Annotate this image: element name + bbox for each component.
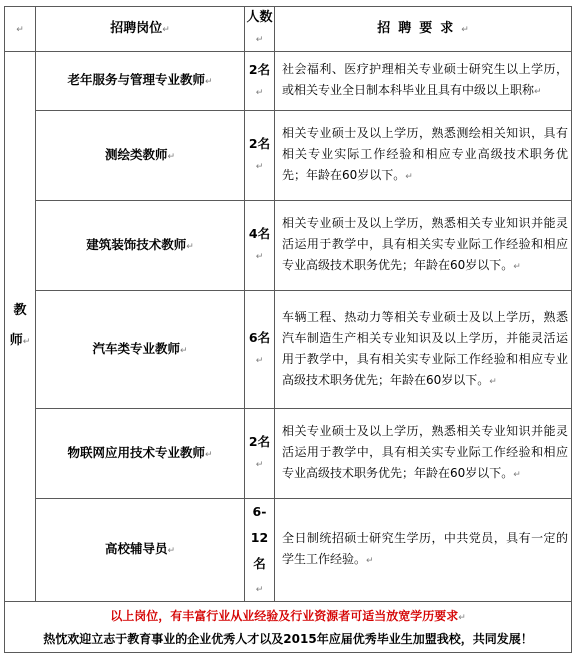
paragraph-mark-icon: ↵ (255, 35, 264, 45)
requirement-cell (275, 409, 572, 499)
footer-cell (5, 602, 572, 653)
table-row (5, 291, 572, 409)
paragraph-mark-icon: ↵ (167, 546, 176, 556)
recruitment-table (4, 6, 572, 653)
requirement-cell (275, 201, 572, 291)
position-label: 高校辅导员 (104, 541, 168, 556)
paragraph-mark-icon: ↵ (255, 356, 264, 366)
position-label: 测绘类教师 (104, 146, 168, 162)
requirement-text: 相关专业硕士及以上学历，熟悉相关专业知识并能灵活运用于教学中，具有相关实专业际工作经验和相应专业高级技术职务优先；年龄在60岁以下。 (282, 424, 568, 480)
count-label: 2名 (248, 136, 271, 151)
requirement-text: 相关专业硕士及以上学历，熟悉测绘相关知识，具有相关专业实际工作经验和相应专业高级技术职务优先；年龄在60岁以下。 (282, 126, 568, 182)
category-label (10, 296, 31, 357)
table-row (5, 52, 572, 111)
position-cell (36, 291, 245, 409)
paragraph-mark-icon: ↵ (16, 24, 24, 35)
table-row (5, 409, 572, 499)
header-requirements-cell (275, 7, 572, 52)
position-cell (36, 111, 245, 201)
footer-row (5, 602, 572, 653)
requirement-text: 社会福利、医疗护理相关专业硕士研究生以上学历，或相关专业全日制本科毕业且具有中级以上职称 (282, 62, 568, 97)
count-cell (245, 201, 275, 291)
paragraph-mark-icon: ↵ (461, 24, 469, 35)
position-cell (36, 409, 245, 499)
count-cell (245, 291, 275, 409)
requirement-cell (275, 499, 572, 602)
count-label: 4名 (248, 226, 271, 241)
category-char-1: 教 (13, 303, 27, 318)
paragraph-mark-icon: ↵ (255, 162, 264, 172)
paragraph-mark-icon: ↵ (162, 24, 170, 35)
paragraph-mark-icon: ↵ (534, 87, 542, 97)
paragraph-mark-icon: ↵ (513, 262, 521, 272)
table-row (5, 111, 572, 201)
category-char-2: 师 (9, 333, 23, 348)
paragraph-mark-icon: ↵ (255, 585, 264, 595)
position-cell (36, 201, 245, 291)
position-cell (36, 499, 245, 602)
header-position: 招聘岗位 (110, 20, 163, 36)
footer-notice-text: 以上岗位，有丰富行业从业经验及行业资源者可适当放宽学历要求 (110, 609, 459, 623)
table-header-row (5, 7, 572, 52)
footer-welcome: 热忱欢迎立志于教育事业的企业优秀人才以及2015年应届优秀毕业生加盟我校，共同发展！ (43, 632, 533, 646)
position-label: 物联网应用技术专业教师 (67, 444, 205, 460)
paragraph-mark-icon: ↵ (167, 151, 176, 162)
table-row (5, 201, 572, 291)
paragraph-mark-icon: ↵ (255, 252, 264, 262)
position-cell (36, 52, 245, 111)
count-label: 2名 (248, 434, 271, 449)
header-count: 人数 (246, 10, 273, 25)
count-cell (245, 499, 275, 602)
paragraph-mark-icon: ↵ (204, 77, 213, 87)
requirement-text: 车辆工程、热动力等相关专业硕士及以上学历，熟悉汽车制造生产相关专业知识及以上学历，并能灵活运用于教学中，具有相关实专业际工作经验和相应专业高级技术职务优先；年龄在60岁以下。 (282, 309, 568, 387)
position-label: 老年服务与管理专业教师 (67, 72, 205, 87)
paragraph-mark-icon: ↵ (513, 470, 521, 480)
paragraph-mark-icon: ↵ (179, 345, 188, 356)
count-cell (245, 409, 275, 499)
footer-notice (5, 606, 571, 628)
position-label: 汽车类专业教师 (92, 340, 180, 356)
paragraph-mark-icon: ↵ (204, 449, 213, 460)
requirement-text: 全日制统招硕士研究生学历，中共党员，具有一定的学生工作经验。 (282, 531, 568, 566)
paragraph-mark-icon: ↵ (255, 460, 264, 470)
paragraph-mark-icon: ↵ (22, 337, 31, 347)
header-requirements: 招聘要求 (377, 20, 462, 36)
table-row (5, 499, 572, 602)
paragraph-mark-icon: ↵ (489, 376, 497, 387)
requirement-text: 相关专业硕士及以上学历，熟悉相关专业知识并能灵活运用于教学中，具有相关实专业际工作经验和相应专业高级技术职务优先；年龄在60岁以下。 (282, 216, 568, 272)
requirement-cell (275, 111, 572, 201)
paragraph-mark-icon: ↵ (405, 172, 413, 182)
requirement-cell (275, 291, 572, 409)
paragraph-mark-icon: ↵ (186, 241, 194, 252)
header-blank-cell (5, 7, 36, 52)
requirement-cell (275, 52, 572, 111)
header-count-cell (245, 7, 275, 52)
paragraph-mark-icon: ↵ (366, 556, 374, 566)
count-cell (245, 52, 275, 111)
paragraph-mark-icon: ↵ (458, 613, 466, 623)
count-label: 6名 (248, 330, 271, 345)
category-cell (5, 52, 36, 602)
position-label: 建筑装饰技术教师 (86, 236, 187, 252)
paragraph-mark-icon: ↵ (255, 87, 264, 98)
count-label: 6-12名 (250, 504, 269, 571)
header-position-cell (36, 7, 245, 52)
count-label: 2名 (248, 61, 271, 77)
count-cell (245, 111, 275, 201)
